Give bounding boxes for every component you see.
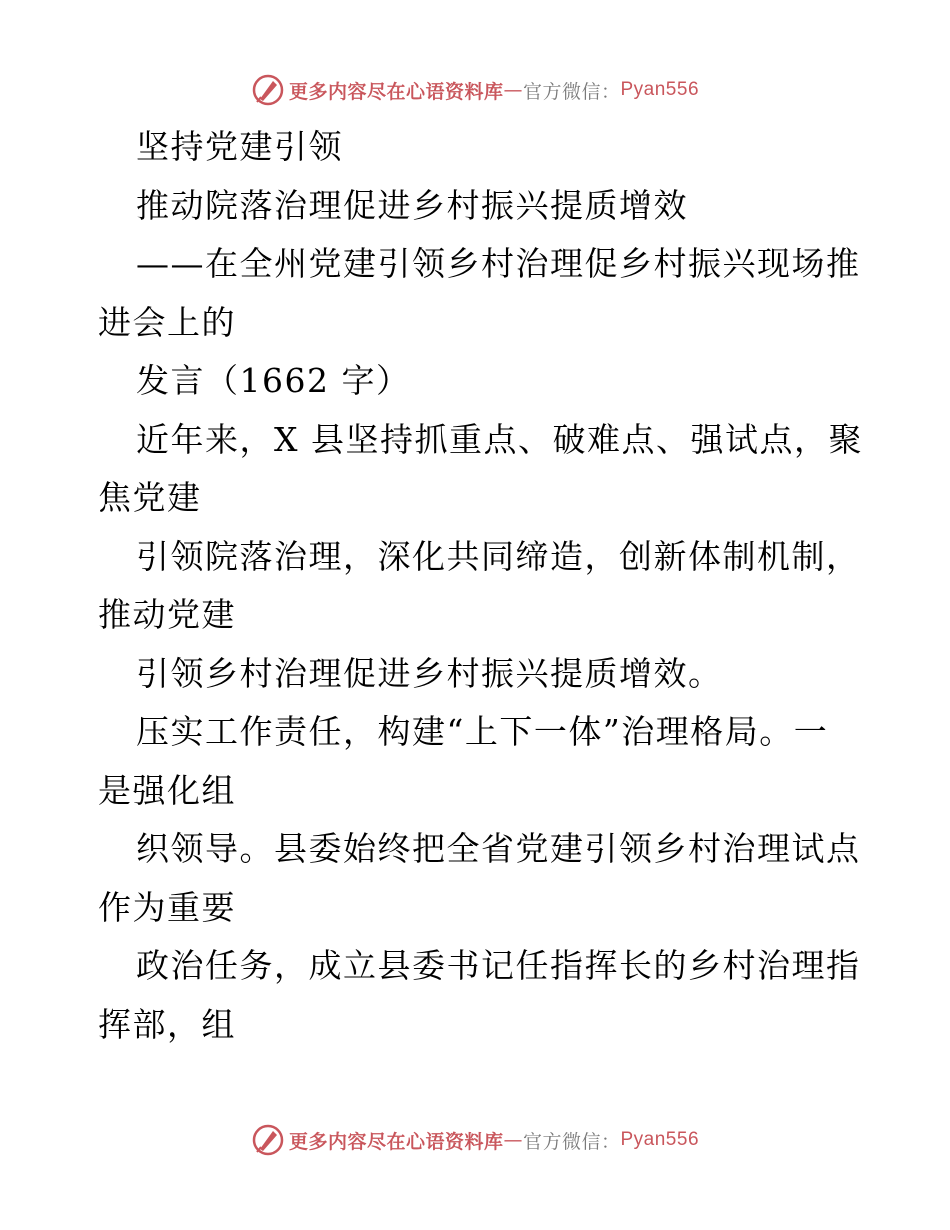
banner-dash: — xyxy=(503,1129,523,1151)
doc-line-5: 发言（1662 字） xyxy=(136,361,411,400)
doc-line-15: 政治任务，成立县委书记任指挥长的乡村治理指 xyxy=(136,946,861,985)
banner-main-text: 更多内容尽在心语资料库 xyxy=(288,80,504,103)
banner-sub-text: 官方微信： xyxy=(522,1130,621,1153)
banner-dash: — xyxy=(503,79,523,101)
footer-watermark-banner xyxy=(0,1120,950,1160)
document-body xyxy=(98,118,863,1054)
doc-line-13: 织领导。县委始终把全省党建引领乡村治理试点 xyxy=(136,829,861,868)
doc-line-16: 挥部，组 xyxy=(98,1004,236,1044)
doc-line-3: ——在全州党建引领乡村治理促乡村振兴现场推 xyxy=(136,244,861,283)
quill-logo-icon xyxy=(251,73,285,107)
doc-line-9: 推动党建 xyxy=(98,595,236,634)
doc-line-8: 引领院落治理，深化共同缔造，创新体制机制， xyxy=(136,536,861,576)
doc-line-11: 压实工作责任，构建“上下一体”治理格局。一 xyxy=(136,712,829,751)
banner-sub-text: 官方微信： xyxy=(522,80,621,103)
doc-line-12: 是强化组 xyxy=(98,770,236,810)
doc-line-4: 进会上的 xyxy=(98,302,236,342)
doc-line-7: 焦党建 xyxy=(98,478,202,517)
doc-line-10: 引领乡村治理促进乡村振兴提质增效。 xyxy=(136,653,723,693)
banner-main-text: 更多内容尽在心语资料库 xyxy=(288,1130,504,1153)
header-watermark-banner xyxy=(0,70,950,110)
quill-logo-icon xyxy=(251,1123,285,1157)
banner-wechat-id: Pyan556 xyxy=(620,1129,700,1150)
doc-line-1: 坚持党建引领 xyxy=(136,127,343,166)
doc-line-14: 作为重要 xyxy=(98,887,236,927)
doc-line-6: 近年来，X 县坚持抓重点、破难点、强试点，聚 xyxy=(136,419,863,459)
banner-wechat-id: Pyan556 xyxy=(620,79,700,100)
doc-line-2: 推动院落治理促进乡村振兴提质增效 xyxy=(136,185,688,225)
